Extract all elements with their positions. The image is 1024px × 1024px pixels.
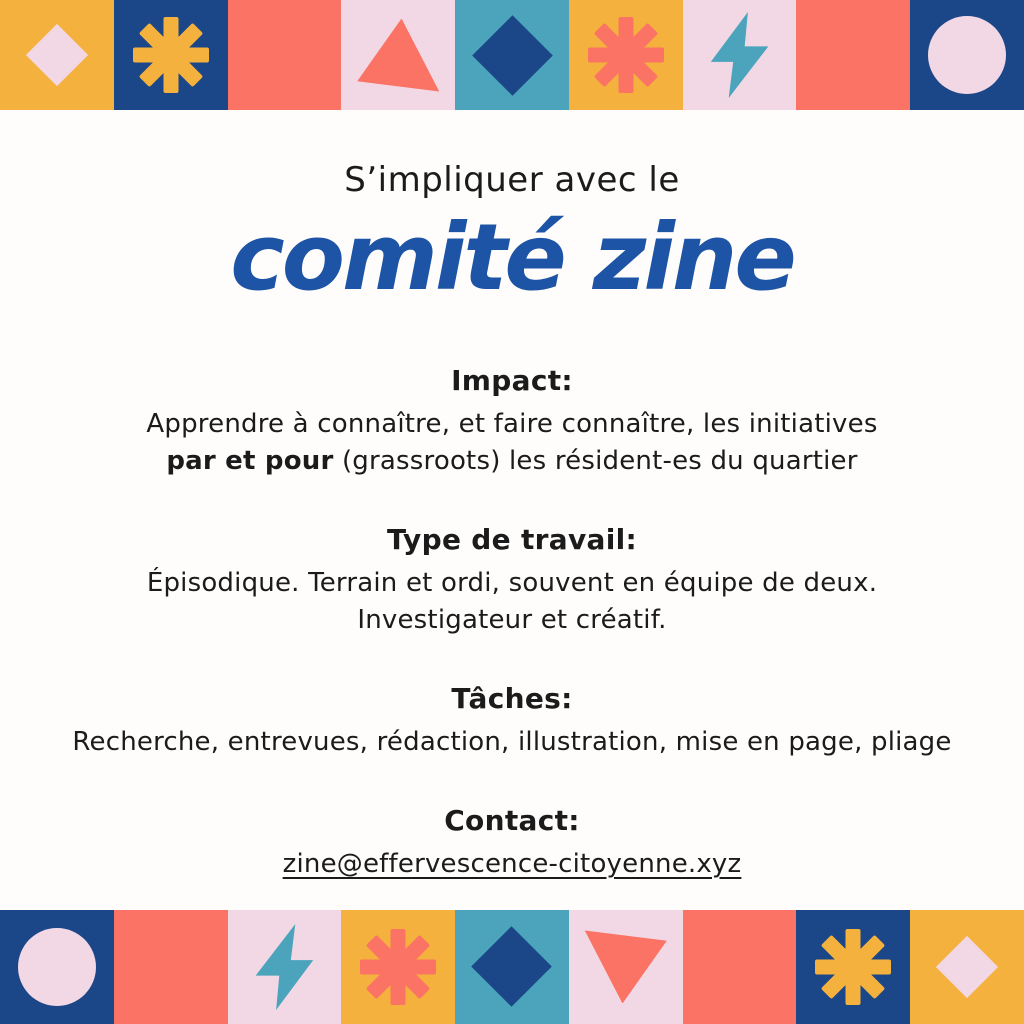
triangle-tile (341, 0, 455, 110)
page-title: comité zine (230, 204, 794, 311)
triangle-tile (569, 910, 683, 1024)
circle-tile (910, 0, 1024, 110)
contact-email-link[interactable]: zine@effervescence-citoyenne.xyz (282, 848, 742, 879)
impact-bold-phrase: par et pour (166, 445, 334, 476)
contact-heading: Contact: (444, 803, 580, 837)
impact-heading: Impact: (451, 363, 573, 397)
impact-line-2 (0, 443, 1024, 480)
lightning-icon (252, 924, 316, 1010)
intro-line: S’impliquer avec le (344, 160, 680, 200)
asterisk-icon (133, 17, 209, 93)
diamond-icon (26, 24, 88, 86)
type-de-travail-heading: Type de travail: (386, 522, 638, 556)
asterisk-icon (360, 929, 436, 1005)
lightning-tile (228, 910, 342, 1024)
contact-line (0, 846, 1024, 883)
impact-line-2-rest: (grassroots) les résident-es du quartier (333, 445, 858, 476)
impact-line-1: Apprendre à connaître, et faire connaître, les initiatives (146, 408, 878, 439)
section-type-de-travail (0, 522, 1024, 639)
plain-tile (796, 0, 910, 110)
taches-line-1: Recherche, entrevues, rédaction, illustration, mise en page, pliage (72, 726, 952, 757)
circle-icon (18, 928, 96, 1006)
diamond-tile (910, 910, 1024, 1024)
triangle-icon (357, 19, 439, 92)
section-contact (0, 803, 1024, 883)
type-de-travail-line-1: Épisodique. Terrain et ordi, souvent en équipe de deux. (146, 567, 878, 598)
section-impact (0, 363, 1024, 480)
type-de-travail-line-2: Investigateur et créatif. (357, 604, 667, 635)
taches-heading: Tâches: (451, 681, 573, 715)
triangle-icon (585, 931, 667, 1004)
asterisk-icon (588, 17, 664, 93)
asterisk-tile (796, 910, 910, 1024)
diamond-large-icon (472, 927, 553, 1008)
plain-tile (683, 910, 797, 1024)
diamond-large-icon (472, 15, 553, 96)
top-border (0, 0, 1024, 110)
plain-tile (228, 0, 342, 110)
diamond-large-tile (455, 910, 569, 1024)
lightning-icon (708, 12, 772, 98)
diamond-tile (0, 0, 114, 110)
section-taches (0, 681, 1024, 761)
circle-icon (928, 16, 1006, 94)
plain-tile (114, 910, 228, 1024)
diamond-icon (936, 936, 998, 998)
asterisk-icon (815, 929, 891, 1005)
bottom-border (0, 910, 1024, 1024)
lightning-tile (683, 0, 797, 110)
asterisk-tile (569, 0, 683, 110)
poster-content (0, 110, 1024, 910)
circle-tile (0, 910, 114, 1024)
diamond-large-tile (455, 0, 569, 110)
asterisk-tile (114, 0, 228, 110)
asterisk-tile (341, 910, 455, 1024)
